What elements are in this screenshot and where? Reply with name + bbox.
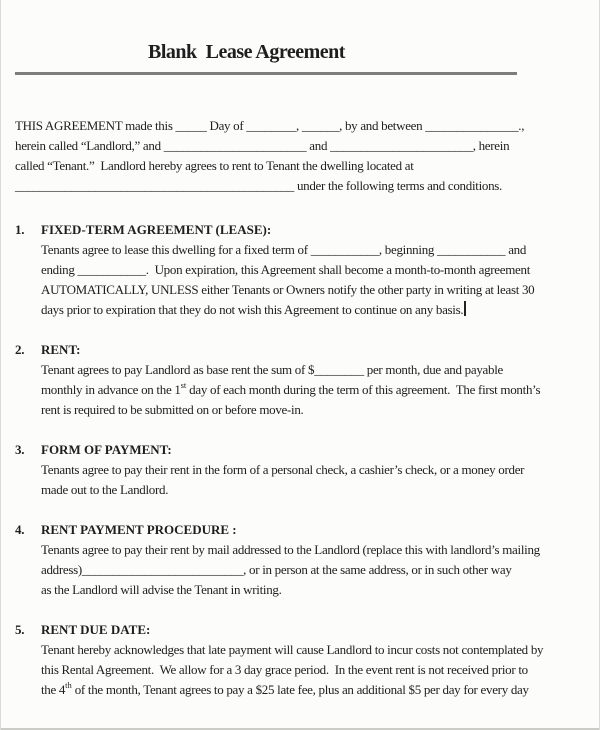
- text-cursor: [464, 301, 466, 316]
- text-line: called “Tenant.” Landlord hereby agrees to rent to Tenant the dwelling located at: [15, 158, 414, 173]
- text-line: Tenant agrees to pay Landlord as base rent the sum of $________ per month, due and payable: [41, 362, 503, 377]
- section-body: [41, 640, 593, 700]
- section-number: 5.: [15, 622, 25, 637]
- section-form-of-payment: [15, 440, 593, 500]
- section-number: 1.: [15, 222, 25, 237]
- section-body: [41, 360, 593, 420]
- ordinal-superscript: th: [65, 679, 72, 690]
- section-rent-payment-procedure: [15, 520, 593, 600]
- text-line: made out to the Landlord.: [41, 482, 169, 497]
- text-line: this Rental Agreement. We allow for a 3 day grace period. In the event rent is not received prior to: [41, 662, 528, 677]
- section-heading: FIXED-TERM AGREEMENT (LEASE):: [41, 222, 272, 237]
- section-heading: FORM OF PAYMENT:: [41, 442, 172, 457]
- section-heading: RENT DUE DATE:: [41, 622, 151, 637]
- title-rule: [15, 72, 517, 75]
- text-line: as the Landlord will advise the Tenant in writing.: [41, 582, 282, 597]
- section-heading: RENT:: [41, 342, 81, 357]
- text-line: Tenants agree to pay their rent in the form of a personal check, a cashier’s check, or a money order: [41, 462, 525, 477]
- text-line: address)__________________________, or in person at the same address, or in such other way: [41, 562, 512, 577]
- section-rent-due-date: [15, 620, 593, 700]
- section-rent: [15, 340, 593, 420]
- section-body: [41, 240, 593, 320]
- section-body: [41, 540, 593, 600]
- text-line: days prior to expiration that they do not wish this Agreement to continue on any basis.: [41, 300, 593, 320]
- text-line: Tenant hereby acknowledges that late payment will cause Landlord to incur costs not contemplated by: [41, 642, 544, 657]
- text-line: AUTOMATICALLY, UNLESS either Tenants or Owners notify the other party in writing at least 30: [41, 282, 535, 297]
- section-body: [41, 460, 593, 500]
- text-line: herein called “Landlord,” and _______________________ and _______________________, herein: [15, 138, 510, 153]
- section-number: 3.: [15, 442, 25, 457]
- section-fixed-term-agreement: [15, 220, 593, 320]
- section-number: 2.: [15, 342, 25, 357]
- text-line: ending ___________. Upon expiration, this Agreement shall become a month-to-month agreement: [41, 262, 531, 277]
- text-line: rent is required to be submitted on or before move-in.: [41, 402, 304, 417]
- section-number: 4.: [15, 522, 25, 537]
- ordinal-superscript: st: [180, 379, 187, 390]
- text-line: Tenants agree to lease this dwelling for a fixed term of ___________, beginning ___________ and: [41, 242, 527, 257]
- text-line: the 4th of the month, Tenant agrees to pay a $25 late fee, plus an additional $5 per day for every day: [41, 679, 529, 697]
- intro-paragraph: [15, 116, 593, 196]
- text-line: _____________________________________________ under the following terms and conditions.: [15, 178, 503, 193]
- text-line: monthly in advance on the 1st day of each month during the term of this agreement. The first month’s: [41, 379, 541, 397]
- text-line: Tenants agree to pay their rent by mail addressed to the Landlord (replace this with landlord’s mailing: [41, 542, 540, 557]
- section-heading: RENT PAYMENT PROCEDURE :: [41, 522, 237, 537]
- page-title: Blank Lease Agreement: [148, 41, 345, 63]
- text-line: THIS AGREEMENT made this _____ Day of ________, ______, by and between _______________.,: [15, 118, 525, 133]
